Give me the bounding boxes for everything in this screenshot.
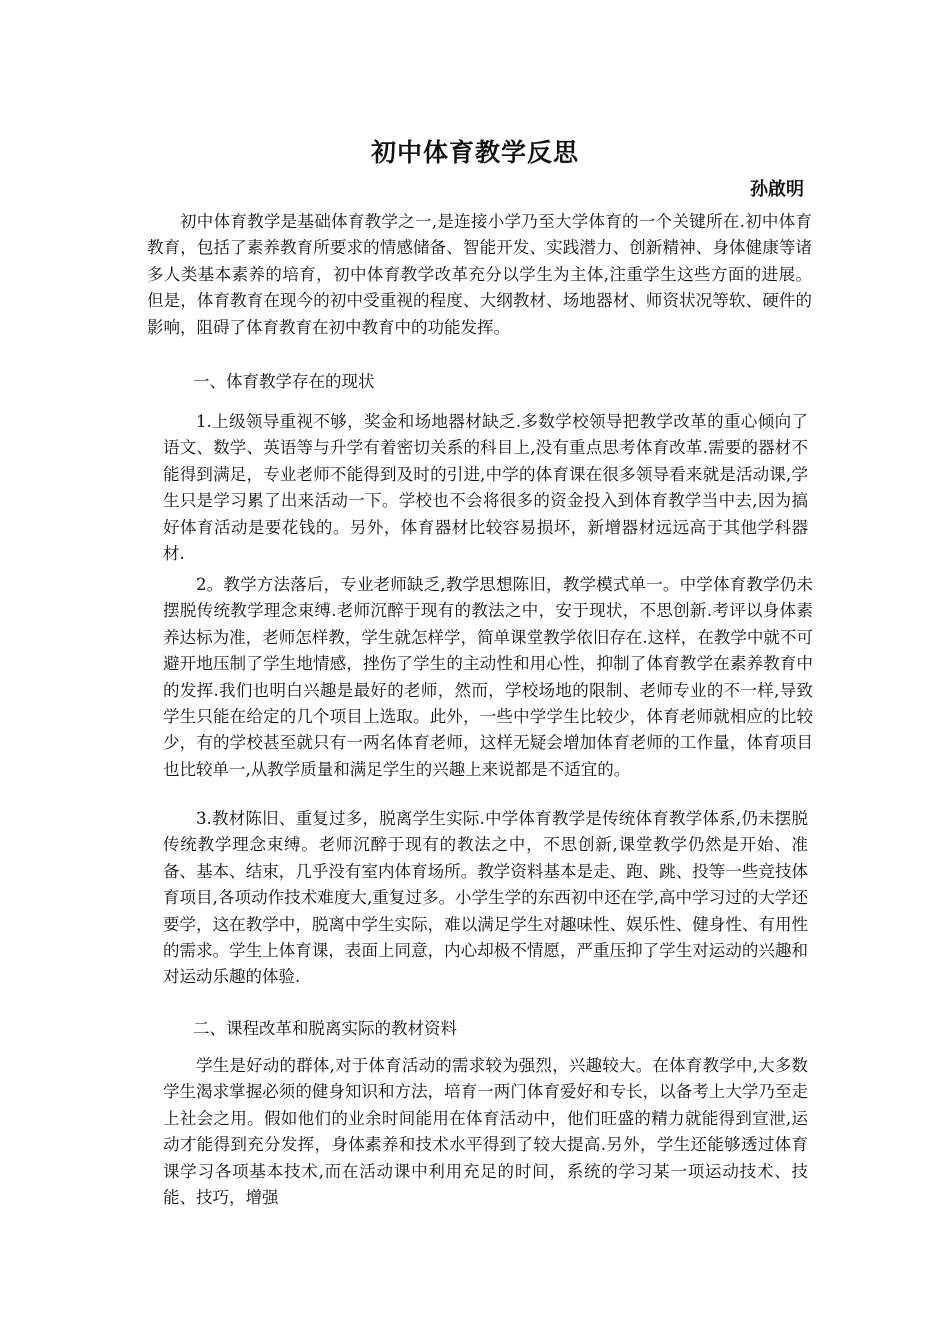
section1-paragraph-1: 1.上级领导重视不够，奖金和场地器材缺乏.多数学校领导把教学改革的重心倾向了语文、数学、英语等与升学有着密切关系的科目上,没有重点思考体育改革.需要的器材不能得到满足，专业老师不能得到及时的引进,中学的体育课在很多领导看来就是活动课,学生只是学习累了出来活动一下。学校也不会将很多的资金投入到体育教学当中去,因为搞好体育活动是要花钱的。另外，体育器材比较容易损坏，新增器材远远高于其他学科器材.	[163, 412, 808, 564]
section1-paragraph-2: 2。教学方法落后，专业老师缺乏,教学思想陈旧，教学模式单一。中学体育教学仍未摆脱传统教学理念束缚.老师沉醉于现有的教法之中，安于现状，不思创新.考评以身体素养达标为准，老师怎样教，学生就怎样学，简单课堂教学依旧存在.这样，在教学中就不可避开地压制了学生地情感，挫伤了学生的主动性和用心性，抑制了体育教学在素养教育中的发挥.我们也明白兴趣是最好的老师，然而，学校场地的限制、老师专业的不一样,导致学生只能在给定的几个项目上选取。此外，一些中学学生比较少，体育老师就相应的比较少，有的学校甚至就只有一两名体育老师，这样无疑会增加体育老师的工作量，体育项目也比较单一,从教学质量和满足学生的兴趣上来说都是不适宜的。	[163, 575, 813, 779]
section-heading-2: 二、课程改革和脱离实际的教材资料	[193, 1019, 457, 1038]
intro-paragraph: 初中体育教学是基础体育教学之一,是连接小学乃至大学体育的一个关键所在.初中体育教育，包括了素养教育所要求的情感储备、智能开发、实践潜力、创新精神、身体健康等诸多人类基本素养的培育，初中体育教学改革充分以学生为主体,注重学生这些方面的进展。但是，体育教育在现今的初中受重视的程度、大纲教材、场地器材、师资状况等软、硬件的影响，阻碍了体育教育在初中教育中的功能发挥。	[147, 212, 812, 337]
document-author: 孙啟明	[750, 179, 804, 200]
section-heading-1: 一、体育教学存在的现状	[193, 372, 375, 391]
document-title: 初中体育教学反思	[370, 138, 579, 167]
section2-paragraph-1: 学生是好动的群体,对于体育活动的需求较为强烈，兴趣较大。在体育教学中,大多数学生渴求掌握必须的健身知识和方法，培育一两门体育爱好和专长，以备考上大学乃至走上社会之用。假如他们的业余时间能用在体育活动中，他们旺盛的精力就能得到宣泄,运动才能得到充分发挥，身体素养和技术水平得到了较大提高.另外，学生还能够透过体育课学习各项基本技术,而在活动课中利用充足的时间，系统的学习某一项运动技术、技能、技巧，增强	[163, 1056, 808, 1208]
section1-paragraph-3: 3.教材陈旧、重复过多，脱离学生实际.中学体育教学是传统体育教学体系,仍未摆脱传统教学理念束缚。老师沉醉于现有的教法之中，不思创新,课堂教学仍然是开始、准备、基本、结束，几乎没有室内体育场所。教学资料基本是走、跑、跳、投等一些竞技体育项目,各项动作技术难度大,重复过多。小学生学的东西初中还在学,高中学习过的大学还要学，这在教学中，脱离中学生实际，难以满足学生对趣味性、娱乐性、健身性、有用性的需求。学生上体育课，表面上同意，内心却极不情愿，严重压抑了学生对运动的兴趣和对运动乐趣的体验.	[163, 809, 808, 987]
